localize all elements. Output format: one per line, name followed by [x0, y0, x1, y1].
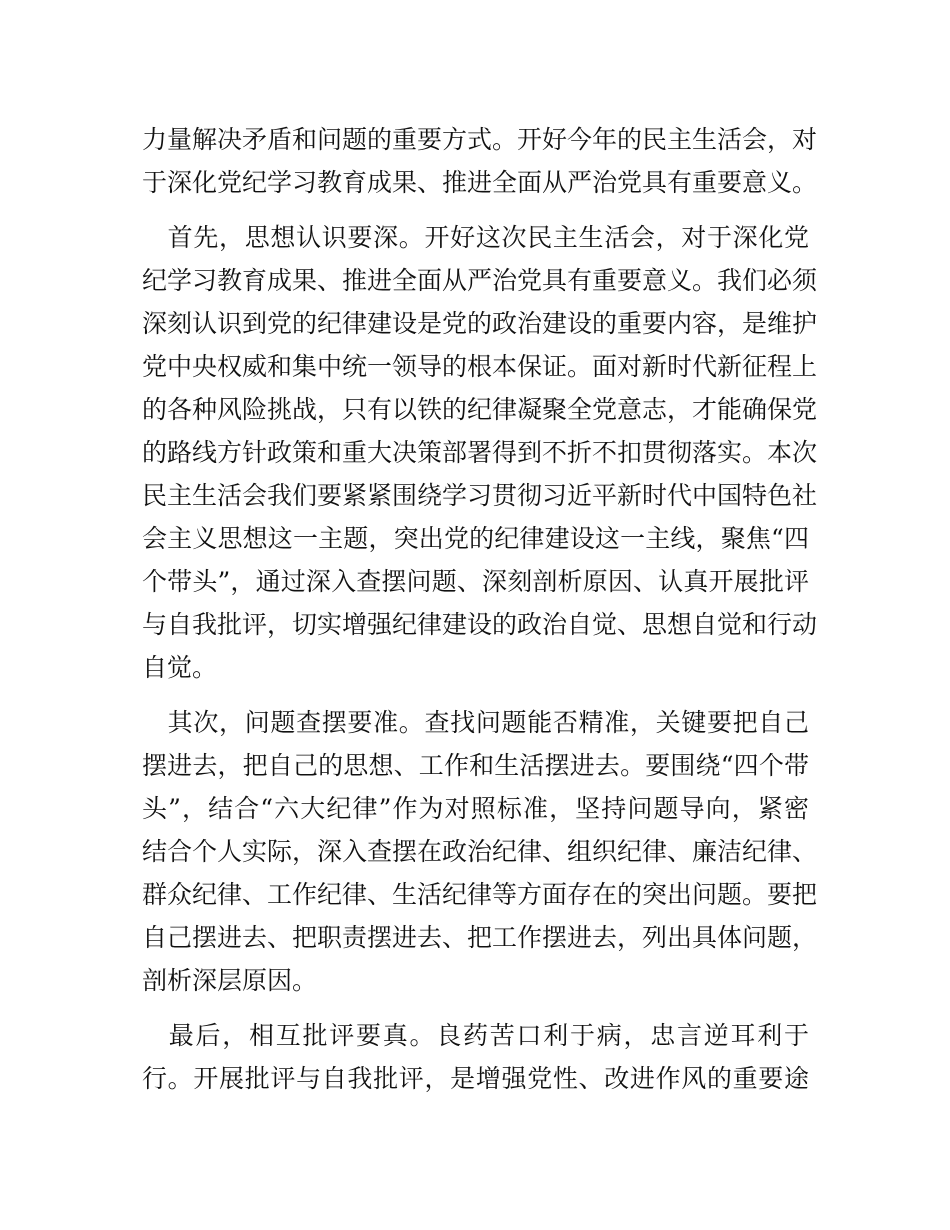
text-line: 摆进去，把自己的思想、工作和生活摆进去。要围绕“四个带 — [142, 751, 809, 780]
text-line: 行。开展批评与自我批评，是增强党性、改进作风的重要途 — [142, 1064, 809, 1093]
text-line: 深刻认识到党的纪律建设是党的政治建设的重要内容，是维护 — [142, 309, 818, 338]
text-line: 最后，相互批评要真。良药苦口利于病，忠言逆耳利于 — [142, 1021, 809, 1050]
text-line: 首先，思想认识要深。开好这次民主生活会，对于深化党 — [142, 223, 809, 252]
text-line: 纪学习教育成果、推进全面从严治党具有重要意义。我们必须 — [142, 266, 818, 295]
text-line: 于深化党纪学习教育成果、推进全面从严治党具有重要意义。 — [142, 168, 818, 197]
text-line: 的各种风险挑战，只有以铁的纪律凝聚全党意志，才能确保党 — [142, 395, 818, 424]
text-line: 力量解决矛盾和问题的重要方式。开好今年的民主生活会，对 — [142, 125, 818, 154]
text-line: 剖析深层原因。 — [142, 966, 318, 995]
text-line: 自己摆进去、把职责摆进去、把工作摆进去，列出具体问题， — [142, 923, 818, 952]
text-line: 头”，结合“六大纪律”作为对照标准，坚持问题导向，紧密 — [142, 794, 809, 823]
text-line: 民主生活会我们要紧紧围绕学习贯彻习近平新时代中国特色社 — [142, 481, 818, 510]
text-line: 的路线方针政策和重大决策部署得到不折不扣贯彻落实。本次 — [142, 438, 818, 467]
text-line: 个带头”，通过深入查摆问题、深刻剖析原因、认真开展批评 — [142, 567, 809, 596]
paragraph-first-point — [142, 216, 818, 689]
text-line: 群众纪律、工作纪律、生活纪律等方面存在的突出问题。要把 — [142, 880, 818, 909]
text-line: 其次，问题查摆要准。查找问题能否精准，关键要把自己 — [142, 708, 809, 737]
document-page — [142, 118, 818, 1112]
text-line: 党中央权威和集中统一领导的根本保证。面对新时代新征程上 — [142, 352, 818, 381]
text-line: 与自我批评，切实增强纪律建设的政治自觉、思想自觉和行动 — [142, 610, 818, 639]
paragraph-second-point — [142, 701, 818, 1002]
text-line: 会主义思想这一主题，突出党的纪律建设这一主线，聚焦“四 — [142, 524, 809, 553]
text-line: 结合个人实际，深入查摆在政治纪律、组织纪律、廉洁纪律、 — [142, 837, 818, 866]
text-line: 自觉。 — [142, 653, 218, 682]
paragraph-third-point — [142, 1014, 809, 1100]
paragraph-intro-continuation — [142, 118, 818, 204]
